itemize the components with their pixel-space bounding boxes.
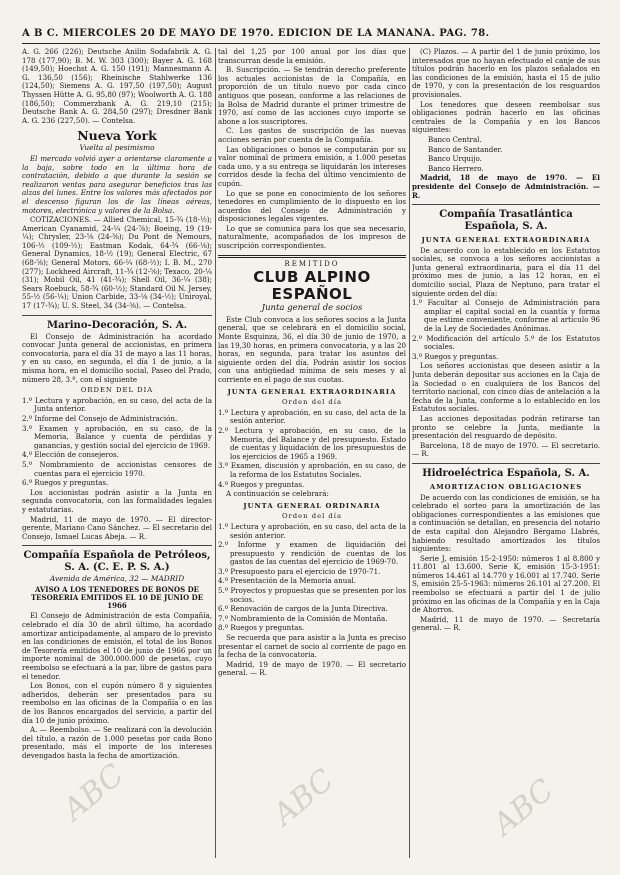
stock-quotes-frankfurt: A. G. 266 (226); Deutsche Anilin Sodafabrik A. G. 178 (177,90); B. M. W. 303 (300); Bayer A. G. 168 (149,50); Hoechst A. G. 150 (191); Mannesmann A. G. 136,50 (156); Rheinische Stahlwerke 136 (124,50); Siemens A. G. 197,50 (197,50); August Thyssen Hütte A. G. 95,80 (97); Woolworth A. G. 188 (186,50); Commerzbank A. G. 219,10 (215); Deutsche Bank A. G. 284,50 (297); Dresdner Bank A. G. 236 (227,50). — Contelsa. <box>22 48 212 125</box>
column-1 <box>22 48 212 858</box>
abc-watermark: ABC <box>56 757 131 828</box>
notice-subtitle: AMORTIZACION OBLIGACIONES <box>429 482 583 491</box>
agenda-item: 7.º Nombramiento de la Comisión de Montaña. <box>218 613 388 623</box>
agenda-item: 1.º Lectura y aprobación, en su caso, del acta de la sesión anterior. <box>218 521 406 540</box>
bank-name: Banco Herrero. <box>428 163 484 173</box>
notice-body: Serie J, emisión 15-2-1950: números 1 al 8.800 y 11.801 al 13.600. Serie K, emisión 15-3-1951: números 14.461 al 14.770 y 16.001 al 17.740. Serie S, emisión 25-5-1963: números 26.101 al 27.200. El reembolso se efectuará a partir del 1 de julio próximo en las oficinas de la Compañía y en la Caja de Ahorros. <box>412 553 600 615</box>
agenda-heading: ORDEN DEL DIA <box>80 386 154 395</box>
notice-body: Lo que se comunica para los que sea necesario, naturalmente, acompañados de los impresos de suscripción correspondientes. <box>218 223 406 251</box>
notice-body: Los tenedores que deseen reembolsar sus obligaciones podrán hacerlo en las oficinas centrales de la Compañía y en los Bancos siguientes: <box>412 99 600 135</box>
notice-body: A continuación se celebrará: <box>226 489 329 499</box>
notice-body: Este Club convoca a los señores socios a la Junta general, que se celebrará en el domicilio social, Monte Esquinza, 36, el día 30 de junio de 1970, a las 19,30 horas, en primera convocatoria, y a las 20 horas, en segunda, para tratar los asuntos del siguiente orden del día. Podrán asistir los socios con una antigüedad mínima de seis meses y al corriente en el pago de sus cuotas. <box>218 314 406 384</box>
notice-body: Las acciones depositadas podrán retirarse tan pronto se celebre la Junta, mediante la presentación del resguardo de depósito. <box>412 413 600 441</box>
notice-body: De acuerdo con lo establecido en los Estatutos sociales, se convoca a los señores accionistas a Junta general extraordinaria, para el día 11 del próximo mes de junio, a las 12 horas, en el domicilio social, Plaza de Neptuno, para tratar el siguiente orden del día: <box>412 245 600 298</box>
notice-signature: Madrid, 11 de mayo de 1970. — Secretaría general. — R. <box>412 614 600 633</box>
bank-name: Banco de Santander. <box>428 144 503 154</box>
notice-title-hidroelectrica: Hidroeléctrica Española, S. A. <box>422 467 590 479</box>
bank-name: Banco Urquijo. <box>428 154 482 164</box>
page-header: A B C. MIERCOLES 20 DE MAYO DE 1970. EDICION DE LA MAÑANA. PAG. 78. <box>22 28 490 39</box>
agenda-title: JUNTA GENERAL EXTRAORDINARIA <box>227 387 397 396</box>
notice-heading: AVISO A LOS TENEDORES DE BONOS DE TESORERIA EMITIDOS EL 10 DE JUNIO DE 1966 <box>30 584 204 611</box>
agenda-title: JUNTA GENERAL ORDINARIA <box>243 501 381 510</box>
agenda-item: 6.º Renovación de cargos de la Junta Directiva. <box>218 604 388 614</box>
divider <box>22 545 212 546</box>
agenda-item: 1.º Lectura y aprobación, en su caso, del acta de la sesión anterior. <box>218 407 406 426</box>
club-title: CLUB ALPINO ESPAÑOL <box>253 268 371 304</box>
notice-title-marino: Marino-Decoración, S. A. <box>46 319 188 331</box>
notice-body: Los señores accionistas que deseen asistir a la Junta deberán depositar sus acciones en la Caja de la Sociedad o en cualquiera de los Bancos del territorio nacional, con cinco días de antelación a la fecha de la Junta, conforme a lo establecido en los Estatutos sociales. <box>412 361 600 414</box>
abc-watermark: ABC <box>486 772 561 843</box>
agenda-item: 1.º Facultar al Consejo de Administración para ampliar el capital social en la cuantía y forma que estime conveniente, conforme al artículo 96 de la Ley de Sociedades Anónimas. <box>412 298 600 334</box>
divider <box>218 255 406 258</box>
agenda-item: 3.º Examen, discusión y aprobación, en su caso, de la reforma de los Estatutos Sociales. <box>218 461 406 479</box>
agenda-heading: Orden del día <box>281 398 343 407</box>
notice-signature: Madrid, 11 de mayo de 1970. — El director-gerente, Mariano Cano Sánchez. — El secretario del Consejo, Ismael Lucas Abeja. — R. <box>22 514 212 541</box>
agenda-item: 2.º Informe del Consejo de Administración. <box>22 413 178 423</box>
agenda-item: 2.º Modificación del artículo 5.º de los Estatutos sociales. <box>412 333 600 352</box>
divider <box>412 463 600 464</box>
notice-subtitle: JUNTA GENERAL EXTRAORDINARIA <box>421 236 591 245</box>
notice-address: Avenida de América, 32 — MADRID <box>49 574 185 584</box>
section-subtitle: Vuelta al pesimismo <box>79 143 155 153</box>
notice-signature: Madrid, 19 de mayo de 1970. — El secretario general. — R. <box>218 659 406 678</box>
notice-title-trasatlantica: Compañía Trasatlántica Española, S. A. <box>439 209 573 233</box>
column-divider <box>409 48 410 858</box>
bank-name: Banco Central. <box>428 134 482 144</box>
agenda-item: 6.º Ruegos y preguntas. <box>22 478 109 488</box>
agenda-item: 4.º Elección de consejeros. <box>22 450 119 460</box>
notice-body: Se recuerda que para asistir a la Junta es preciso presentar el carnet de socio al corriente de pago en la fecha de la convocatoria. <box>218 633 406 660</box>
notice-body: Lo que se pone en conocimiento de los señores tenedores en cumplimiento de lo dispuesto en los acuerdos del Consejo de Administración y disposiciones legales vigentes. <box>218 188 406 224</box>
notice-body: El Consejo de Administración ha acordado convocar Junta general de accionistas, en primera convocatoria, para el día 31 de mayo a las 11 horas, y en su caso, en segunda, el día 1 de junio, a la misma hora, en el domicilio social, Paseo del Prado, número 28, 3.º, con el siguiente <box>22 331 212 384</box>
notice-signature: Madrid, 18 de mayo de 1970. — El presidente del Consejo de Administración. — R. <box>412 173 600 200</box>
agenda-item: 2.º Lectura y aprobación, en su caso, de la Memoria, del Balance y del presupuesto. Estado de cuentas y liquidación de los presupuestos de los ejercicios de 1965 a 1969. <box>218 425 406 461</box>
notice-body: El Consejo de Administración de esta Compañía, celebrado el día 30 de abril último, ha acordado amortizar anticipadamente, al amparo de lo previsto en las condiciones de emisión, el total de los Bonos de Tesorería emitidos el 10 de junio de 1966 por un importe nominal de 300.000.000 de pesetas, cuyo reembolso se efectuará a la par, libre de gastos para el tenedor. <box>22 611 212 681</box>
notice-body: Las obligaciones o bonos se computarán por su valor nominal de primera emisión, a 1.000 pesetas cada uno, y a su entrega se liquidarán los intereses corridos desde la fecha del último vencimiento de cupón. <box>218 144 406 188</box>
notice-body: tal del 1,25 por 100 anual por los días que transcurran desde la emisión. <box>218 48 406 65</box>
agenda-item: 4.º Presentación de la Memoria anual. <box>218 576 357 586</box>
header-rule <box>22 43 600 44</box>
column-2 <box>218 48 406 858</box>
ny-quotes: COTIZACIONES. — Allied Chemical, 15-¾ (18-½); American Cyanamid, 24-¼ (24-⅞); Boeing, 19 (19-¼); Chrysler, 23-⅝ (24-⅜); Du Pont de Nemours, 106-½ (109-½); Eastman Kodak, 64-¾ (66-⅛); General Dynamics, 18-½ (19); General Electric, 67 (68-⅝); General Motors, 66-¼ (68-½); I. B. M., 270 (277); Lockheed Aircraft, 11-¾ (12-⅝); Texaco, 20-¼ (31); Mobil Oil, 41 (41-¾); Shell Oil, 36-¼ (38); Sears Roebuck, 58-¾ (60-½); Standard Oil N. Jersey, 55-½ (56-¼); Union Carbide, 33-⅛ (34-½); Uniroyal, 17 (17-¾); U. S. Steel, 34 (34-⅜). — Contelsa. <box>22 215 212 311</box>
notice-body: C. Los gastos de suscripción de las nuevas acciones serán por cuenta de la Compañía. <box>218 126 406 144</box>
ny-summary: El mercado volvió ayer a orientarse claramente a la baja, sobre todo en la última hora de contratación, debido a que durante la sesión se realizaron ventas para asegurar beneficios tras las alzas del lunes. Entre los valores más afectados por el descenso figuran los de las líneas aéreas, motores, electrónica y valores de la Bolsa. <box>22 153 212 215</box>
agenda-item: 4.º Ruegos y preguntas. <box>218 479 305 489</box>
column-3 <box>412 48 600 858</box>
notice-body: De acuerdo con las condiciones de emisión, se ha celebrado el sorteo para la amortización de las obligaciones correspondientes a las emisiones que a continuación se detallan, en presencia del notario de esta capital don Alejandro Bérgamo Llabrés, habiendo resultado amortizados los títulos siguientes: <box>412 492 600 554</box>
agenda-item: 5.º Proyectos y propuestas que se presenten por los socios. <box>218 586 406 604</box>
agenda-item: 8.º Ruegos y preguntas. <box>218 623 305 633</box>
agenda-item: 3.º Presupuesto para el ejercicio de 1970-71. <box>218 566 381 576</box>
divider <box>412 204 600 205</box>
agenda-item: 2.º Informe y examen de liquidación del presupuesto y rendición de cuentas de los gastos de las cuentas del ejercicio de 1969-70. <box>218 540 406 567</box>
notice-body: B. Suscripción. — Se tendrán derecho preferente los actuales accionistas de la Compañía, en proporción de un título nuevo por cada cinco antiguos que posean, conforme a las relaciones de la Bolsa de Madrid durante el primer trimestre de 1970, así como de las acciones cuyo importe se abone a los suscriptores. <box>218 65 406 126</box>
section-title-new-york: Nueva York <box>77 128 157 144</box>
agenda-item: 3.º Ruegos y preguntas. <box>412 351 499 361</box>
notice-title-cepsa: Compañía Española de Petróleos, S. A. (C. E. P. S. A.) <box>23 550 211 574</box>
agenda-item: 1.º Lectura y aprobación, en su caso, del acta de la Junta anterior. <box>22 395 212 414</box>
notice-body: (C) Plazos. — A partir del 1 de junio próximo, los interesados que no hayan efectuado el canje de sus títulos podrán hacerlo en los plazos señalados en las condiciones de la emisión, hasta el 15 de julio de 1970, y con la presentación de los resguardos provisionales. <box>412 48 600 99</box>
remitido-label: REMITIDO <box>284 259 340 268</box>
agenda-item: 5.º Nombramiento de accionistas censores de cuentas para el ejercicio 1970. <box>22 459 212 478</box>
notice-body: Los Bonos, con el cupón número 8 y siguientes adheridos, deberán ser presentados para su reembolso en las oficinas de la Compañía o en las de los Bancos encargados del servicio, a partir del día 10 de junio próximo. <box>22 681 212 725</box>
abc-watermark: ABC <box>266 762 341 833</box>
club-subtitle: Junta general de socios <box>261 303 363 314</box>
divider <box>22 315 212 316</box>
notice-signature: Barcelona, 18 de mayo de 1970. — El secretario. — R. <box>412 440 600 459</box>
column-divider <box>215 48 216 858</box>
agenda-item: 3.º Examen y aprobación, en su caso, de la Memoria, Balance y cuenta de pérdidas y ganancias, y gestión social del ejercicio de 1969. <box>22 423 212 450</box>
notice-body: A. — Reembolso. — Se realizará con la devolución del título, a razón de 1.000 pesetas por cada Bono presentado, más el importe de los intereses devengados hasta la fecha de amortización. <box>22 725 212 760</box>
notice-body: Los accionistas podrán asistir a la Junta en segunda convocatoria, con las formalidades legales y estatutarias. <box>22 487 212 514</box>
agenda-heading: Orden del día <box>281 512 343 521</box>
